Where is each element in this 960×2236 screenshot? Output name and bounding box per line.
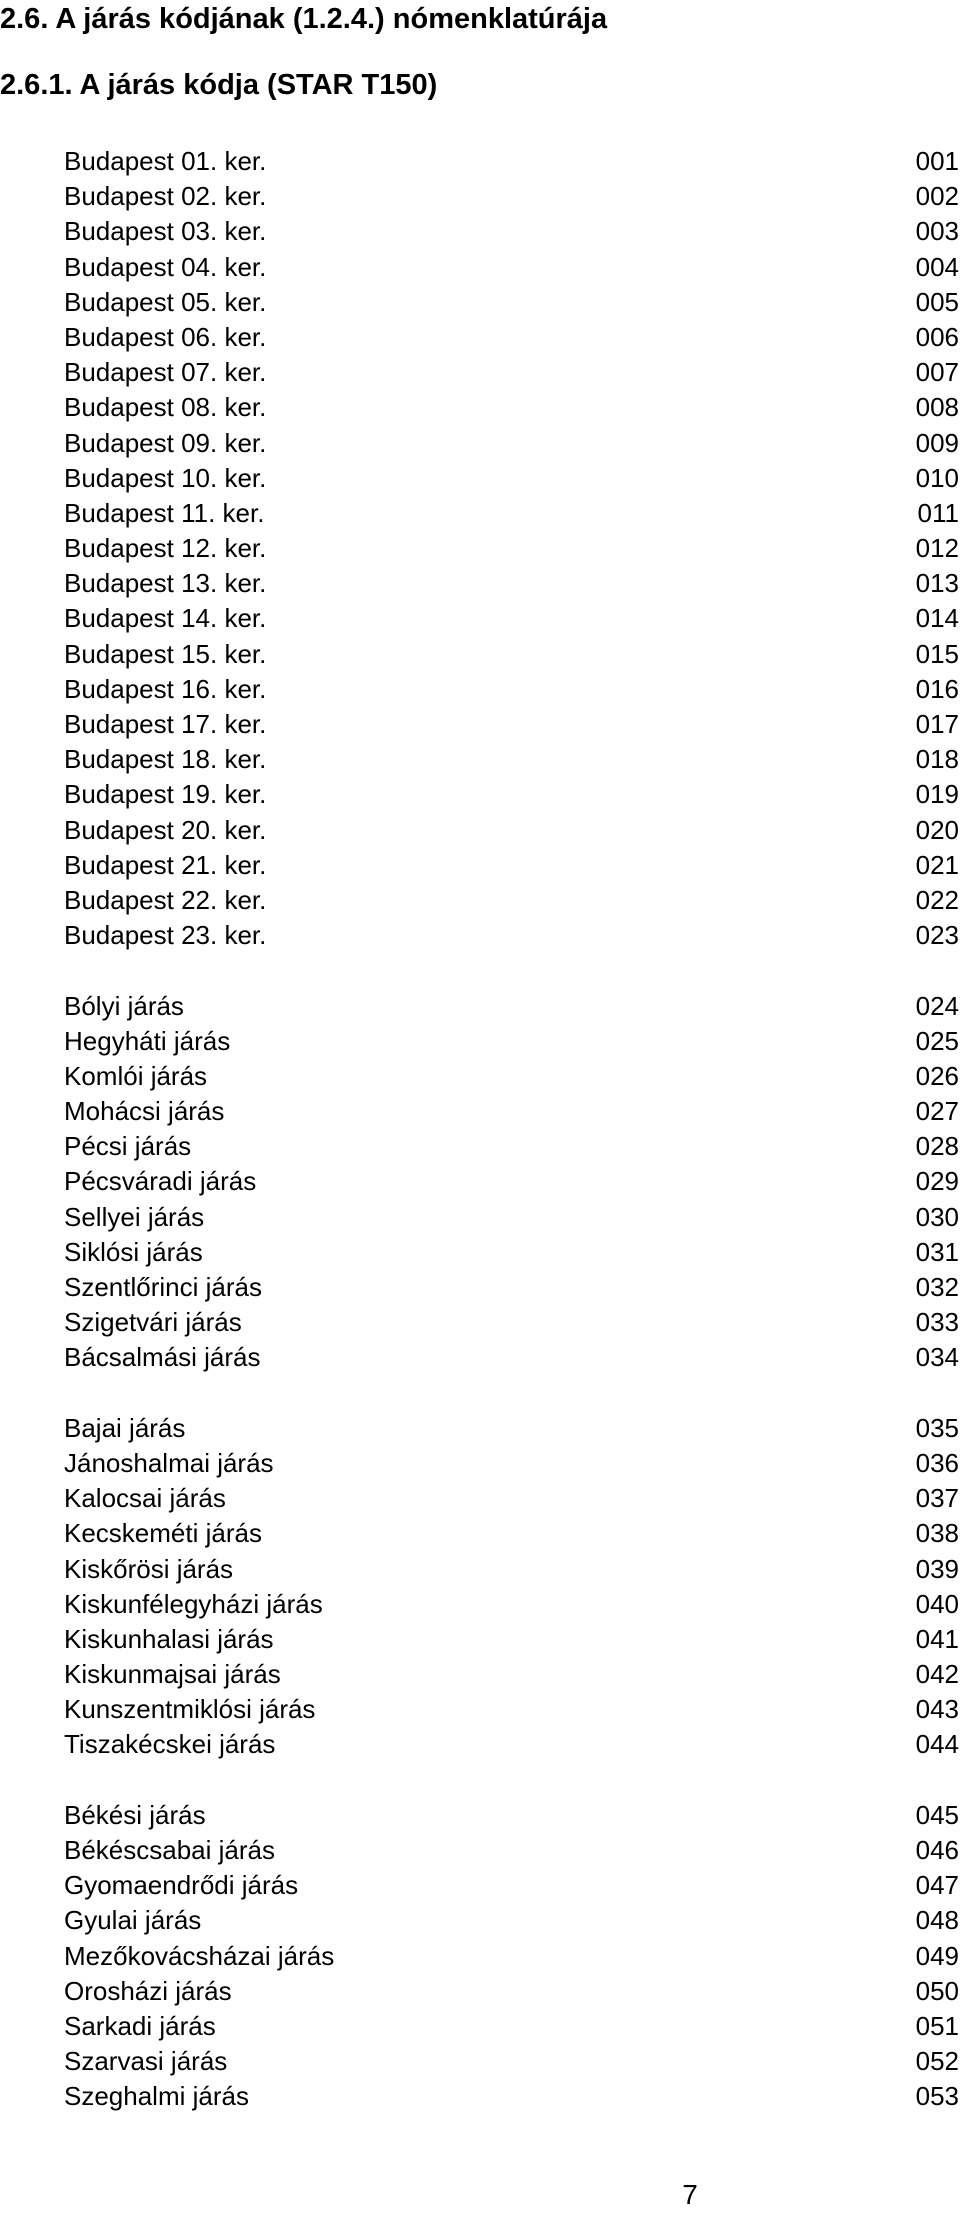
district-row <box>64 1657 959 1692</box>
district-row <box>64 601 959 636</box>
district-name: Sarkadi járás <box>64 2010 216 2041</box>
district-row <box>64 2044 959 2079</box>
district-row <box>64 1446 959 1481</box>
district-row <box>64 1059 959 1094</box>
district-name: Budapest 12. ker. <box>64 533 267 564</box>
district-row <box>64 390 959 425</box>
district-row <box>64 1622 959 1657</box>
district-row <box>64 813 959 848</box>
district-row <box>64 883 959 918</box>
district-row <box>64 1481 959 1516</box>
district-code: 045 <box>915 1799 959 1830</box>
district-name: Siklósi járás <box>64 1236 203 1267</box>
district-name: Budapest 22. ker. <box>64 884 267 915</box>
district-code: 046 <box>915 1835 959 1865</box>
district-name: Budapest 08. ker. <box>64 392 267 423</box>
district-name: Bácsalmási járás <box>64 1342 261 1373</box>
district-row <box>64 426 959 461</box>
district-row <box>64 1235 959 1270</box>
district-row <box>64 496 959 531</box>
district-name: Budapest 03. ker. <box>64 216 267 247</box>
district-code: 032 <box>915 1272 959 1302</box>
district-row <box>64 637 959 672</box>
district-row <box>64 461 959 496</box>
district-name: Budapest 02. ker. <box>64 181 267 212</box>
district-name: Budapest 06. ker. <box>64 321 267 352</box>
district-group <box>64 1798 959 2115</box>
district-row <box>64 1305 959 1340</box>
district-name: Budapest 19. ker. <box>64 779 267 810</box>
district-code: 044 <box>915 1729 959 1760</box>
district-code: 035 <box>915 1412 959 1443</box>
district-row <box>64 1833 959 1868</box>
district-code: 007 <box>915 357 959 388</box>
district-row <box>64 1868 959 1903</box>
district-name: Budapest 07. ker. <box>64 357 267 388</box>
district-code: 040 <box>915 1588 959 1619</box>
district-row <box>64 1164 959 1199</box>
district-code: 008 <box>915 392 959 423</box>
district-row <box>64 707 959 742</box>
district-row <box>64 566 959 601</box>
district-name: Kalocsai járás <box>64 1483 226 1514</box>
district-row <box>64 2009 959 2044</box>
district-name: Békési járás <box>64 1799 206 1830</box>
district-name: Jánoshalmai járás <box>64 1447 274 1478</box>
district-row <box>64 1129 959 1164</box>
district-name: Bólyi járás <box>64 990 184 1021</box>
district-code: 002 <box>915 181 959 212</box>
district-row <box>64 1340 959 1375</box>
district-row <box>64 918 959 953</box>
district-code: 026 <box>915 1060 959 1091</box>
district-name: Szigetvári járás <box>64 1307 242 1338</box>
district-name: Gyomaendrődi járás <box>64 1870 299 1901</box>
district-code: 015 <box>915 638 959 669</box>
district-name: Budapest 05. ker. <box>64 286 267 317</box>
district-row <box>64 1587 959 1622</box>
district-name: Budapest 17. ker. <box>64 709 267 739</box>
district-code: 027 <box>915 1096 959 1127</box>
district-row <box>64 989 959 1024</box>
district-code: 006 <box>915 321 959 352</box>
district-code: 023 <box>915 920 959 951</box>
district-code: 047 <box>915 1870 959 1901</box>
district-name: Budapest 18. ker. <box>64 744 267 775</box>
district-name: Budapest 09. ker. <box>64 427 267 458</box>
district-name: Kiskunmajsai járás <box>64 1659 281 1690</box>
district-row <box>64 250 959 285</box>
district-name: Szeghalmi járás <box>64 2081 249 2112</box>
district-code: 024 <box>915 990 959 1021</box>
district-row <box>64 1552 959 1587</box>
district-code: 033 <box>915 1307 959 1338</box>
district-row <box>64 1024 959 1059</box>
district-row <box>64 531 959 566</box>
district-code: 053 <box>915 2081 959 2112</box>
district-row <box>64 1903 959 1938</box>
district-code: 052 <box>915 2046 959 2077</box>
district-code: 029 <box>915 1166 959 1197</box>
district-name: Kiskőrösi járás <box>64 1553 234 1584</box>
district-name: Békéscsabai járás <box>64 1835 275 1865</box>
district-code: 050 <box>915 1975 959 2006</box>
district-name: Budapest 15. ker. <box>64 638 267 669</box>
district-row <box>64 672 959 707</box>
district-code: 019 <box>915 779 959 810</box>
district-name: Gyulai járás <box>64 1905 202 1936</box>
district-code: 001 <box>915 146 959 176</box>
district-code: 014 <box>915 603 959 634</box>
district-row <box>64 1516 959 1551</box>
section-heading: 2.6. A járás kódjának (1.2.4.) nómenklatúrája <box>0 3 608 35</box>
district-row <box>64 1200 959 1235</box>
district-name: Budapest 23. ker. <box>64 920 267 951</box>
subsection-heading: 2.6.1. A járás kódja (STAR T150) <box>0 69 438 101</box>
district-name: Kunszentmiklósi járás <box>64 1694 316 1725</box>
district-row <box>64 1727 959 1762</box>
district-name: Mezőkovácsházai járás <box>64 1940 335 1971</box>
district-row <box>64 144 959 179</box>
district-code: 003 <box>915 216 959 247</box>
district-row <box>64 1094 959 1129</box>
district-name: Pécsi járás <box>64 1131 192 1162</box>
district-name: Pécsváradi járás <box>64 1166 257 1197</box>
district-code: 016 <box>915 673 959 704</box>
district-code: 030 <box>915 1201 959 1232</box>
district-row <box>64 2079 959 2114</box>
district-row <box>64 848 959 883</box>
district-row <box>64 179 959 214</box>
district-code: 004 <box>915 251 959 282</box>
district-group <box>64 1411 959 1763</box>
district-name: Bajai járás <box>64 1412 186 1443</box>
district-row <box>64 355 959 390</box>
district-code: 043 <box>915 1694 959 1725</box>
district-row <box>64 1411 959 1446</box>
district-code: 039 <box>915 1553 959 1584</box>
district-name: Komlói járás <box>64 1060 208 1091</box>
district-code: 020 <box>915 814 959 845</box>
district-name: Budapest 10. ker. <box>64 462 267 493</box>
district-code: 049 <box>915 1940 959 1971</box>
district-name: Kiskunhalasi járás <box>64 1623 274 1654</box>
district-row <box>64 742 959 777</box>
page-number: 7 <box>682 2179 698 2210</box>
district-code: 005 <box>915 286 959 317</box>
district-name: Sellyei járás <box>64 1201 205 1232</box>
district-code: 036 <box>915 1447 959 1478</box>
district-name: Hegyháti járás <box>64 1025 231 1056</box>
district-row <box>64 214 959 249</box>
district-row <box>64 1692 959 1727</box>
district-name: Budapest 04. ker. <box>64 251 267 282</box>
district-group <box>64 989 959 1376</box>
district-row <box>64 777 959 812</box>
district-name: Szentlőrinci járás <box>64 1272 262 1302</box>
district-name: Budapest 20. ker. <box>64 814 267 845</box>
district-code: 012 <box>915 533 959 564</box>
district-code: 051 <box>915 2010 959 2041</box>
district-code-list <box>64 144 959 2150</box>
district-code: 009 <box>915 427 959 458</box>
district-code: 013 <box>915 568 959 599</box>
district-name: Tiszakécskei járás <box>64 1729 276 1760</box>
district-code: 048 <box>915 1905 959 1936</box>
district-row <box>64 1798 959 1833</box>
district-row <box>64 285 959 320</box>
district-name: Szarvasi járás <box>64 2046 228 2077</box>
district-name: Mohácsi járás <box>64 1096 225 1127</box>
district-name: Kecskeméti járás <box>64 1518 262 1549</box>
district-row <box>64 1974 959 2009</box>
district-group <box>64 144 959 953</box>
district-code: 017 <box>915 709 959 739</box>
district-name: Budapest 16. ker. <box>64 673 267 704</box>
district-code: 031 <box>915 1236 959 1267</box>
district-code: 028 <box>915 1131 959 1162</box>
district-row <box>64 1939 959 1974</box>
district-code: 018 <box>915 744 959 775</box>
district-name: Kiskunfélegyházi járás <box>64 1588 323 1619</box>
district-code: 041 <box>915 1623 959 1654</box>
district-code: 021 <box>915 849 959 880</box>
district-code: 022 <box>915 884 959 915</box>
district-code: 038 <box>915 1518 959 1549</box>
district-code: 025 <box>915 1025 959 1056</box>
district-name: Budapest 21. ker. <box>64 849 267 880</box>
district-code: 011 <box>917 497 959 528</box>
district-code: 042 <box>915 1659 959 1690</box>
district-name: Budapest 13. ker. <box>64 568 267 599</box>
district-name: Budapest 11. ker. <box>64 497 265 528</box>
district-row <box>64 320 959 355</box>
district-code: 037 <box>915 1483 959 1514</box>
district-name: Orosházi járás <box>64 1975 232 2006</box>
district-name: Budapest 01. ker. <box>64 146 267 176</box>
district-name: Budapest 14. ker. <box>64 603 267 634</box>
district-row <box>64 1270 959 1305</box>
district-code: 034 <box>915 1342 959 1373</box>
district-code: 010 <box>915 462 959 493</box>
